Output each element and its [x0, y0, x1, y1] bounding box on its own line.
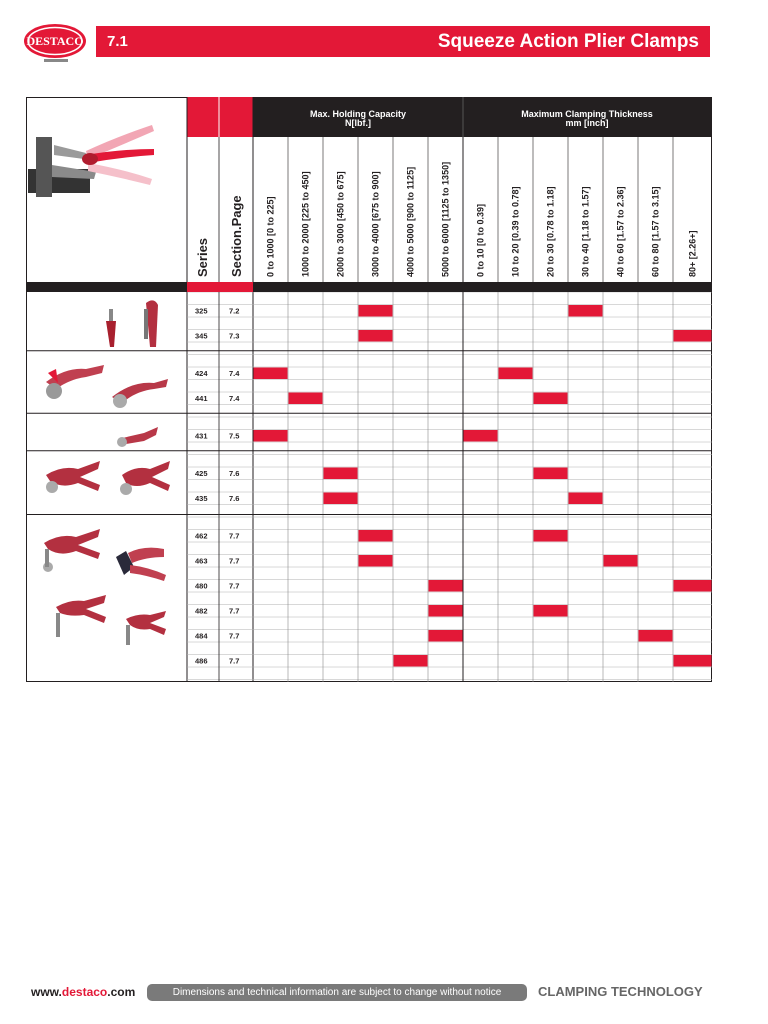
holding-capacity-mark [254, 368, 288, 380]
footer-url[interactable] [31, 985, 135, 999]
section-page-cell: 7.7 [229, 581, 240, 591]
column-header: 4000 to 5000 [900 to 1125] [405, 166, 416, 277]
series-cell: 424 [195, 369, 208, 378]
footer-brand: CLAMPING TECHNOLOGY [538, 984, 703, 999]
product-image-431 [117, 427, 158, 447]
series-cell: 486 [195, 656, 208, 666]
clamping-thickness-title: Maximum Clamping Thickness [521, 109, 653, 119]
clamping-thickness-mark [534, 605, 568, 617]
section-page-cell: 7.4 [229, 394, 240, 403]
holding-capacity-mark [359, 530, 393, 542]
column-header: 40 to 60 [1.57 to 2.36] [615, 186, 626, 277]
table-row [195, 430, 498, 442]
column-header: 30 to 40 [1.18 to 1.57] [580, 186, 591, 277]
section-page-cell: 7.6 [229, 494, 240, 503]
holding-capacity-mark [324, 493, 358, 505]
clamping-thickness-mark [534, 530, 568, 542]
series-cell: 425 [195, 469, 208, 478]
footer-notice: Dimensions and technical information are subject to change without notice [147, 984, 527, 1001]
section-page-cell: 7.6 [229, 469, 240, 478]
section-page-cell: 7.7 [229, 531, 240, 541]
series-cell: 441 [195, 394, 208, 403]
series-cell: 484 [195, 631, 208, 641]
section-page-cell: 7.7 [229, 631, 240, 641]
column-header: 10 to 20 [0.39 to 0.78] [510, 186, 521, 277]
series-cell: 325 [195, 306, 208, 316]
holding-capacity-mark [254, 430, 288, 442]
holding-capacity-mark [429, 580, 463, 592]
series-cell: 345 [195, 331, 208, 341]
column-header: 60 to 80 [1.57 to 3.15] [650, 186, 661, 277]
table-row [195, 555, 638, 567]
header-clamp-image [28, 125, 154, 197]
clamping-thickness-unit: mm [inch] [565, 118, 609, 128]
series-cell: 463 [195, 556, 208, 566]
clamping-thickness-mark [569, 493, 603, 505]
series-cell: 431 [195, 431, 208, 441]
clamping-thickness-mark [569, 305, 603, 317]
holding-capacity-unit: N[lbf.] [345, 118, 371, 128]
column-labels [266, 162, 698, 277]
product-image-325-345 [106, 300, 158, 347]
clamping-thickness-mark [674, 580, 712, 592]
header-bar [96, 26, 710, 57]
table-row [195, 530, 568, 542]
column-header: 1000 to 2000 [225 to 450] [300, 171, 311, 277]
footer-url-prefix: www. [31, 985, 62, 999]
footer-url-brand: destaco [61, 985, 108, 999]
series-cell: 462 [195, 531, 208, 541]
holding-capacity-mark [359, 305, 393, 317]
holding-capacity-title: Max. Holding Capacity [309, 109, 407, 119]
holding-capacity-mark [324, 468, 358, 480]
table-row [195, 655, 712, 667]
table-row [195, 368, 533, 380]
section-page-cell: 7.3 [229, 331, 240, 341]
column-header: 20 to 30 [0.78 to 1.18] [545, 186, 556, 277]
table-row [195, 605, 568, 617]
series-cell: 435 [195, 494, 208, 503]
section-page-cell: 7.7 [229, 656, 240, 666]
product-image-424-441 [46, 365, 168, 408]
table-rows [195, 305, 712, 667]
table-row [195, 330, 712, 342]
destaco-logo [22, 22, 88, 64]
column-header: 80+ [2.26+] [687, 230, 698, 277]
clamping-thickness-mark [674, 330, 712, 342]
clamping-thickness-mark [534, 468, 568, 480]
section-page-cell: 7.4 [229, 369, 240, 378]
clamping-thickness-mark [534, 393, 568, 405]
holding-capacity-mark [394, 655, 428, 667]
holding-capacity-mark [429, 630, 463, 642]
holding-capacity-mark [429, 605, 463, 617]
clamping-thickness-mark [464, 430, 498, 442]
series-header: Series [195, 237, 210, 277]
section-page-header: Section.Page [229, 195, 244, 277]
table-row [195, 493, 603, 505]
table-row [195, 580, 712, 592]
holding-capacity-mark [359, 330, 393, 342]
holding-capacity-mark [289, 393, 323, 405]
clamping-thickness-mark [639, 630, 673, 642]
column-header: 3000 to 4000 [675 to 900] [370, 171, 381, 277]
selection-table [26, 97, 712, 682]
footer-url-suffix: .com [107, 985, 136, 999]
section-page-cell: 7.2 [229, 306, 240, 316]
table-row [195, 630, 673, 642]
section-page-cell: 7.7 [229, 556, 240, 566]
product-image-425-435 [46, 461, 170, 495]
series-cell: 482 [195, 606, 208, 616]
clamping-thickness-mark [604, 555, 638, 567]
column-header: 2000 to 3000 [450 to 675] [335, 171, 346, 277]
holding-capacity-mark [359, 555, 393, 567]
page-title: Squeeze Action Plier Clamps [437, 30, 699, 52]
logo-text: DESTACO [26, 34, 84, 48]
series-cell: 480 [195, 581, 208, 591]
column-header: 0 to 10 [0 to 0.39] [475, 203, 486, 277]
table-row [195, 305, 603, 317]
table-row [195, 393, 568, 405]
section-page-cell: 7.7 [229, 606, 240, 616]
table-row [195, 468, 568, 480]
section-page-cell: 7.5 [229, 431, 240, 441]
clamping-thickness-mark [674, 655, 712, 667]
column-header: 0 to 1000 [0 to 225] [265, 196, 276, 277]
clamping-thickness-mark [499, 368, 533, 380]
product-image-462-486 [43, 529, 166, 645]
column-header: 5000 to 6000 [1125 to 1350] [440, 161, 451, 277]
section-number: 7.1 [107, 33, 128, 50]
